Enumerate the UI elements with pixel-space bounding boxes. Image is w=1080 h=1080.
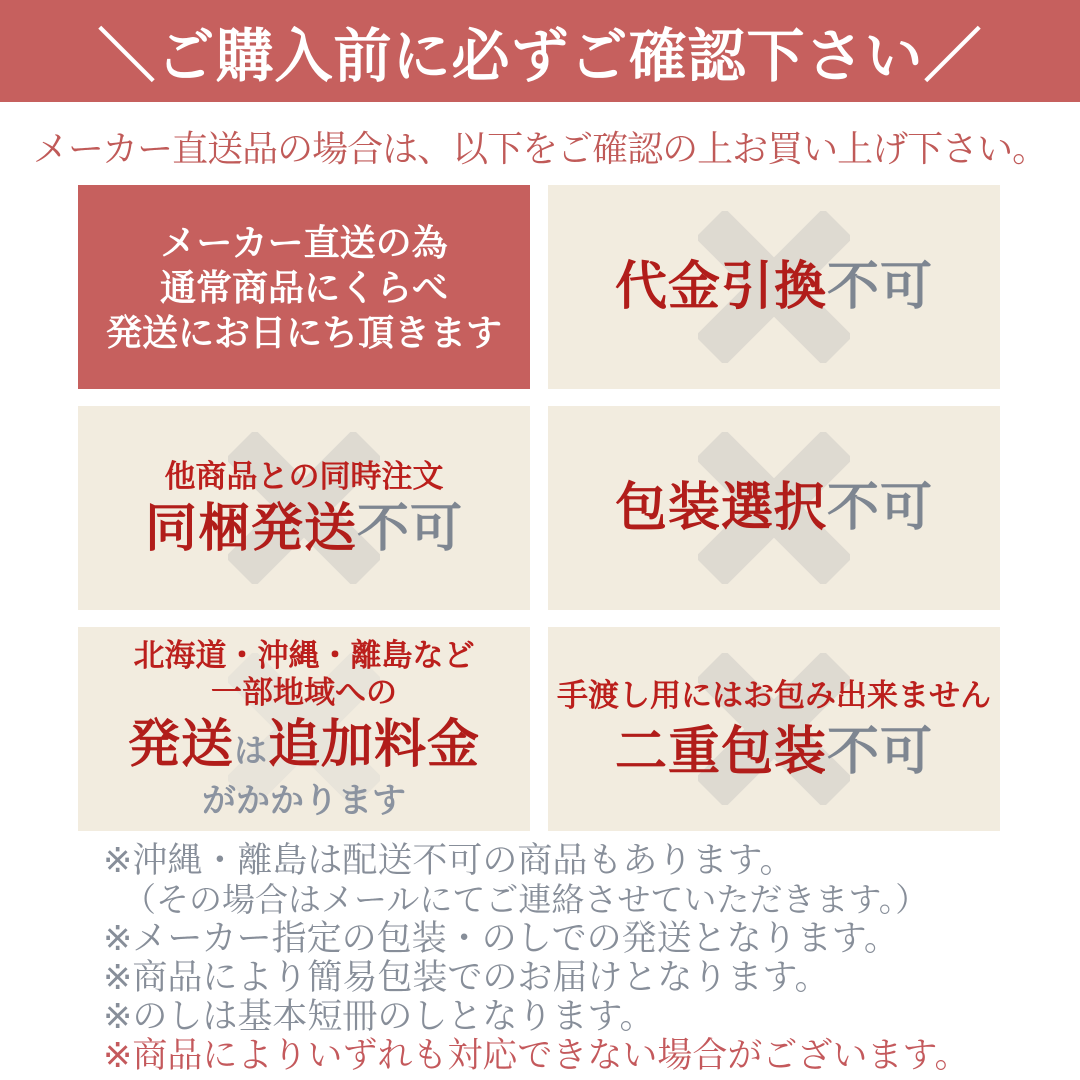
header-band: [0, 0, 1080, 102]
footnote-okinawa: ※沖縄・離島は配送不可の商品もあります。: [103, 841, 795, 880]
remote-area-particle: は: [234, 732, 268, 769]
box-direct-shipping: [78, 185, 530, 389]
notice-grid: [78, 185, 1000, 831]
page-title: ＼ご購入前に必ずご確認下さい／: [97, 24, 983, 89]
bundled-shipping-notpossible: 不可: [357, 499, 464, 558]
footnote-not-supported: ※商品によりいずれも対応できない場合がございます。: [103, 1036, 970, 1075]
bundled-shipping-term: 同梱発送: [144, 499, 357, 558]
direct-shipping-line-3: 発送にお日にち頂きます: [105, 311, 502, 353]
cash-on-delivery-label: [615, 257, 933, 317]
bundled-shipping-label: [145, 499, 463, 559]
footnotes: [103, 841, 1063, 1075]
wrapping-selection-notpossible: 不可: [827, 479, 934, 537]
remote-area-extrafee-term: 追加料金: [268, 716, 481, 774]
footnote-maker-wrapping: ※メーカー指定の包装・のしでの発送となります。: [103, 919, 899, 958]
box-remote-area-fee: [78, 627, 530, 831]
remote-area-note-2: 一部地域への: [211, 675, 397, 710]
wrapping-selection-term: 包装選択: [614, 479, 827, 537]
cash-on-delivery-notpossible: 不可: [827, 258, 934, 316]
footnote-simple-wrapping: ※商品により簡易包装でのお届けとなります。: [103, 958, 830, 997]
remote-area-fee-label: [128, 715, 480, 781]
direct-shipping-line-1: メーカー直送の為: [160, 221, 448, 263]
footnote-noshi: ※のしは基本短冊のしとなります。: [103, 997, 655, 1036]
double-wrapping-term: 二重包装: [614, 722, 827, 781]
double-wrapping-notpossible: 不可: [827, 722, 934, 781]
footnote-email-contact: （その場合はメールにてご連絡させていただきます。）: [123, 881, 929, 918]
cash-on-delivery-term: 代金引換: [614, 258, 827, 316]
double-wrapping-note: 手渡し用にはお包み出来ません: [557, 677, 991, 713]
remote-area-tail: がかかります: [202, 782, 406, 820]
remote-area-note-1: 北海道・沖縄・離島など: [133, 638, 475, 673]
box-double-wrapping: [548, 627, 1000, 831]
remote-area-shipping-term: 発送: [127, 716, 234, 774]
box-cash-on-delivery: [548, 185, 1000, 389]
bundled-shipping-note: 他商品との同時注文: [164, 458, 444, 494]
subtitle-text: メーカー直送品の場合は、以下をご確認の上お買い上げ下さい。: [32, 128, 1048, 169]
wrapping-selection-label: [615, 478, 933, 538]
double-wrapping-label: [615, 722, 933, 782]
box-bundled-shipping: [78, 406, 530, 610]
direct-shipping-line-2: 通常商品にくらべ: [159, 266, 448, 308]
box-wrapping-selection: [548, 406, 1000, 610]
